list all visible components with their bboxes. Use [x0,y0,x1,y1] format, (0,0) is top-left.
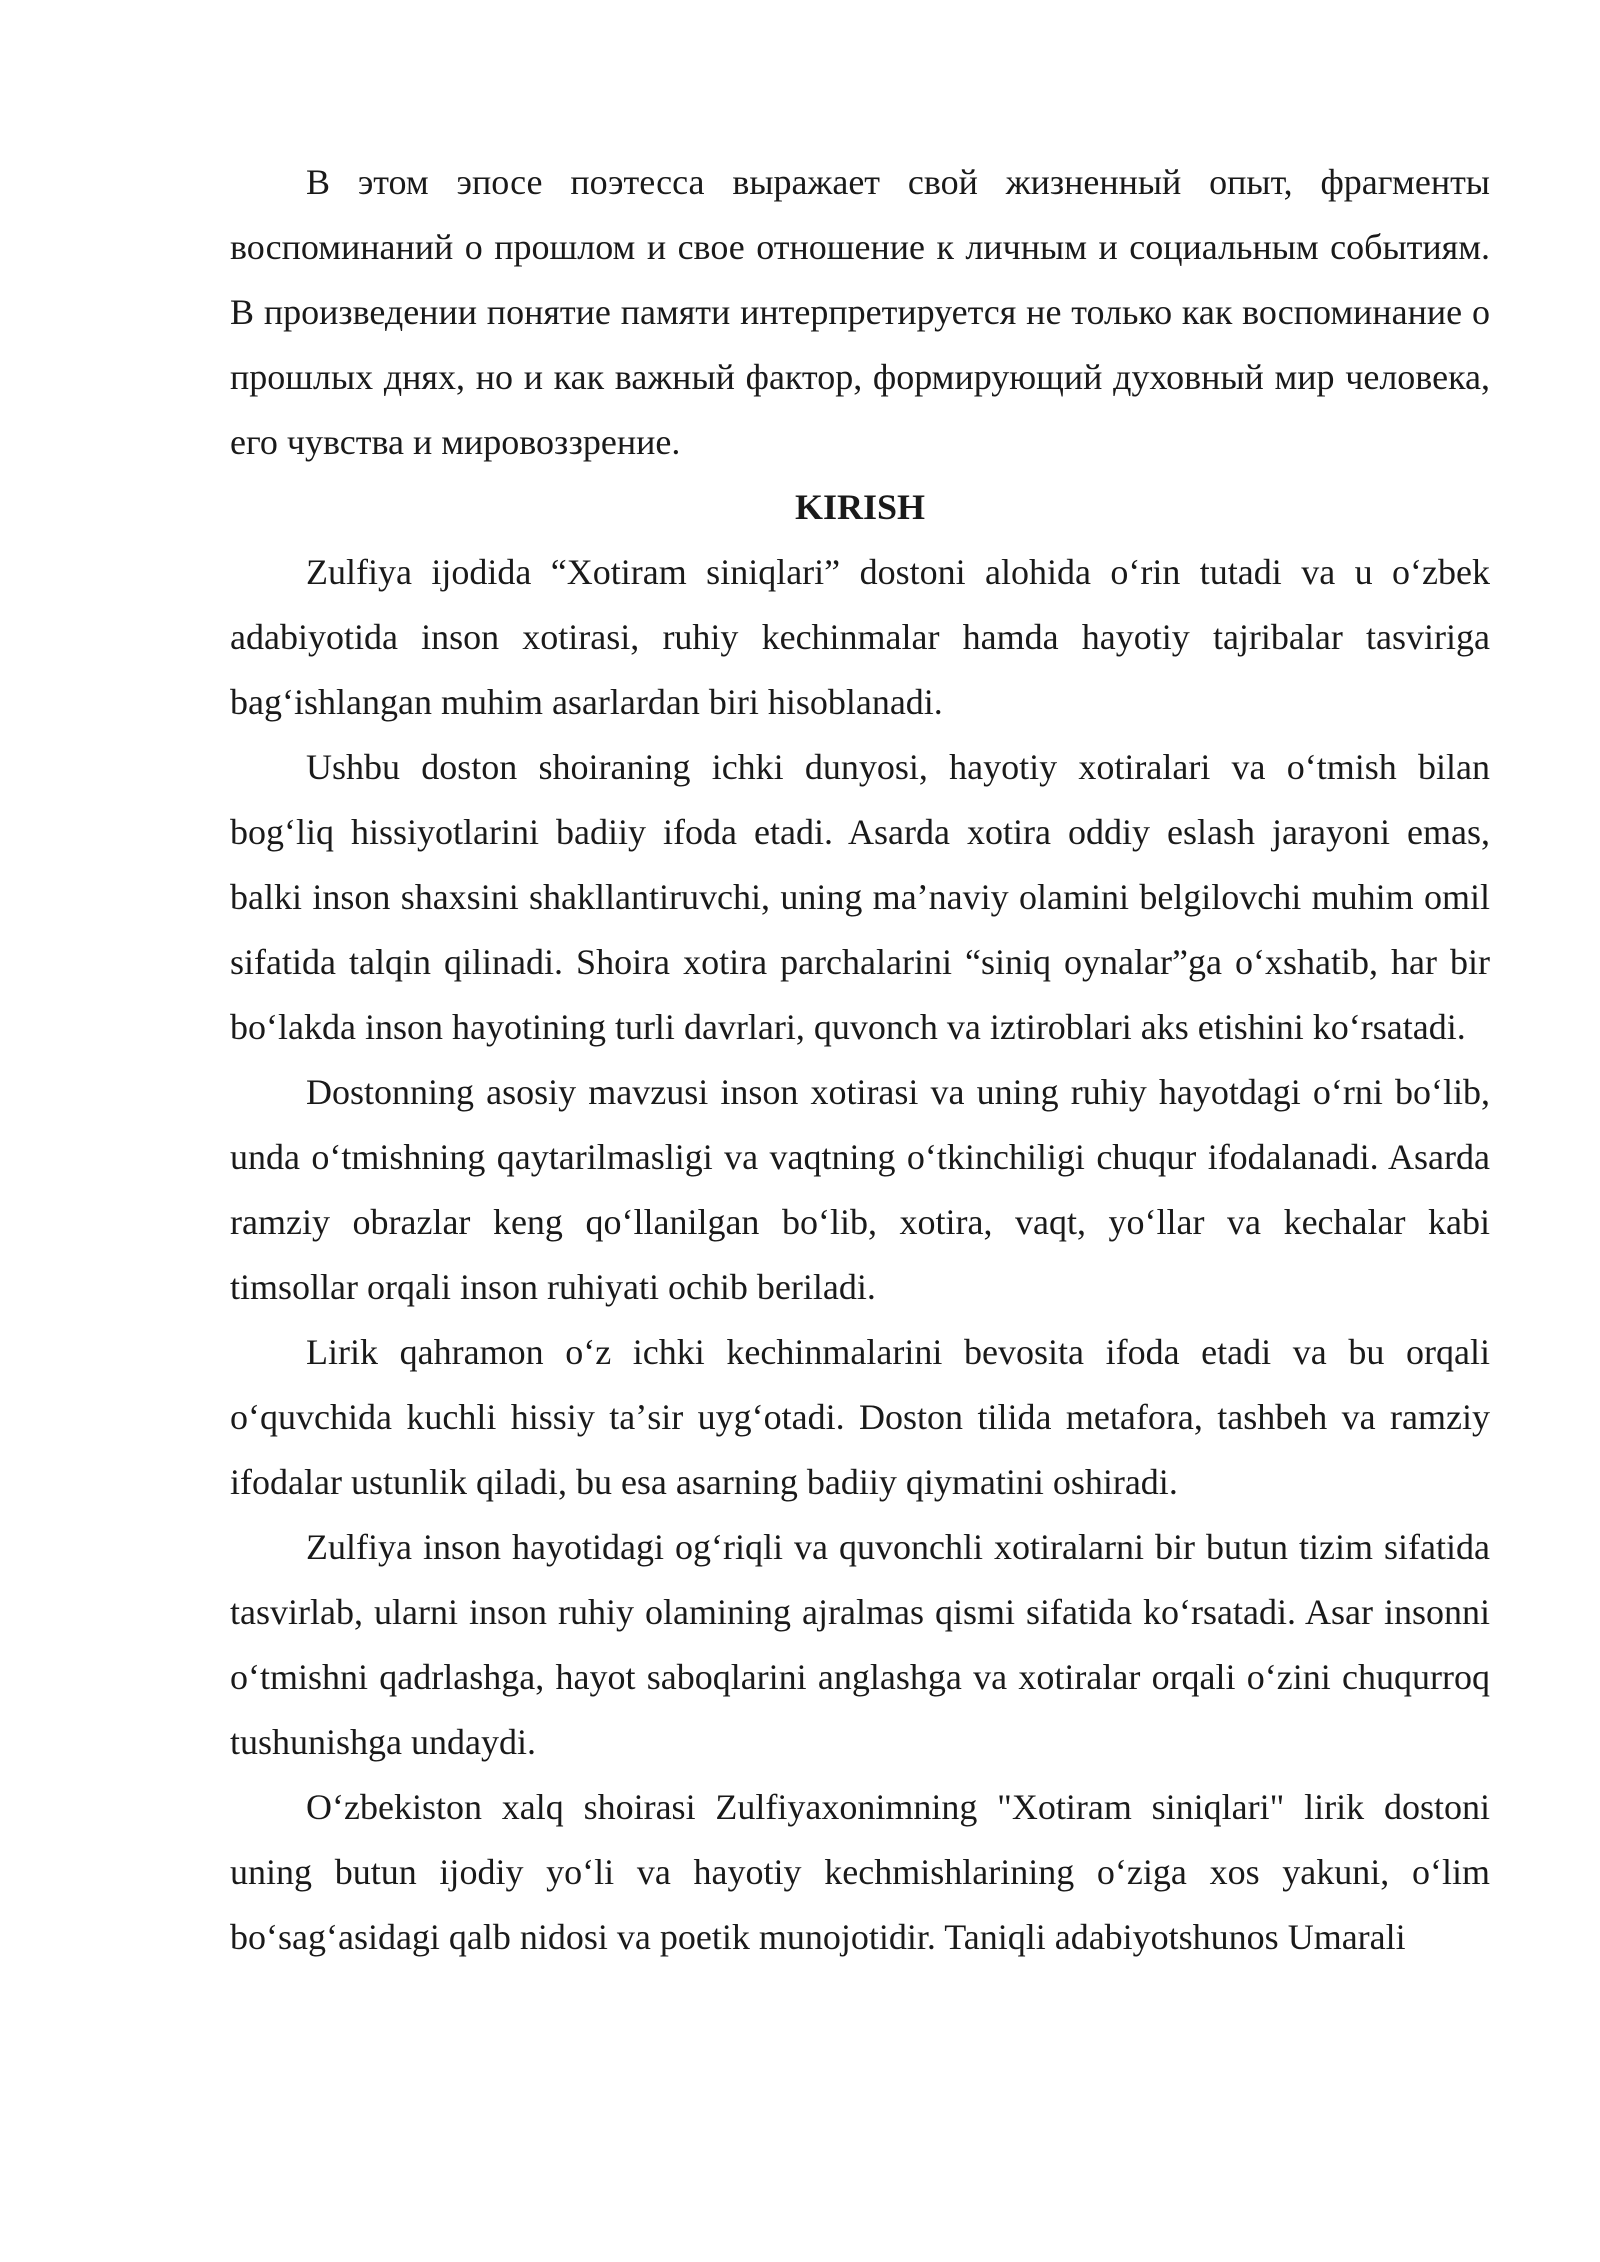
paragraph-6: Oʻzbekiston xalq shoirasi Zulfiyaxonimning "Xotiram siniqlari" lirik dostoni uning butun ijodiy yoʻli va hayotiy kechmishlarining oʻziga xos yakuni, oʻlim boʻsagʻasidagi qalb nidosi va poetik munojotidir. Taniqli adabiyotshunos Umarali [230,1787,1490,1957]
paragraph-3: Dostonning asosiy mavzusi inson xotirasi va uning ruhiy hayotdagi oʻrni boʻlib, unda oʻtmishning qaytarilmasligi va vaqtning oʻtkinchiligi chuqur ifodalanadi. Asarda ramziy obrazlar keng qoʻllanilgan boʻlib, xotira, vaqt, yoʻllar va kechalar kabi timsollar orqali inson ruhiyati ochib beriladi. [230,1072,1490,1307]
intro-paragraph: В этом эпосе поэтесса выражает свой жизненный опыт, фрагменты воспоминаний о прошлом и свое отношение к личным и социальным событиям. В произведении понятие памяти интерпретируется не только как воспоминание о прошлых днях, но и как важный фактор, формирующий духовный мир человека, его чувства и мировоззрение. [230,162,1490,462]
paragraph-1: Zulfiya ijodida “Xotiram siniqlari” dostoni alohida oʻrin tutadi va u oʻzbek adabiyotida inson xotirasi, ruhiy kechinmalar hamda hayotiy tajribalar tasviriga bagʻishlangan muhim asarlardan biri hisoblanadi. [230,552,1490,722]
section-heading: KIRISH [794,487,926,527]
paragraph-4: Lirik qahramon oʻz ichki kechinmalarini bevosita ifoda etadi va bu orqali oʻquvchida kuchli hissiy taʼsir uygʻotadi. Doston tilida metafora, tashbeh va ramziy ifodalar ustunlik qiladi, bu esa asarning badiiy qiymatini oshiradi. [230,1332,1490,1502]
paragraph-5: Zulfiya inson hayotidagi ogʻriqli va quvonchli xotiralarni bir butun tizim sifatida tasvirlab, ularni inson ruhiy olamining ajralmas qismi sifatida koʻrsatadi. Asar insonni oʻtmishni qadrlashga, hayot saboqlarini anglashga va xotiralar orqali oʻzini chuqurroq tushunishga undaydi. [230,1527,1490,1762]
document-page [230,150,1490,1970]
paragraph-2: Ushbu doston shoiraning ichki dunyosi, hayotiy xotiralari va oʻtmish bilan bogʻliq hissiyotlarini badiiy ifoda etadi. Asarda xotira oddiy eslash jarayoni emas, balki inson shaxsini shakllantiruvchi, uning maʼnaviy olamini belgilovchi muhim omil sifatida talqin qilinadi. Shoira xotira parchalarini “siniq oynalar”ga oʻxshatib, har bir boʻlakda inson hayotining turli davrlari, quvonch va iztiroblari aks etishini koʻrsatadi. [230,747,1490,1047]
